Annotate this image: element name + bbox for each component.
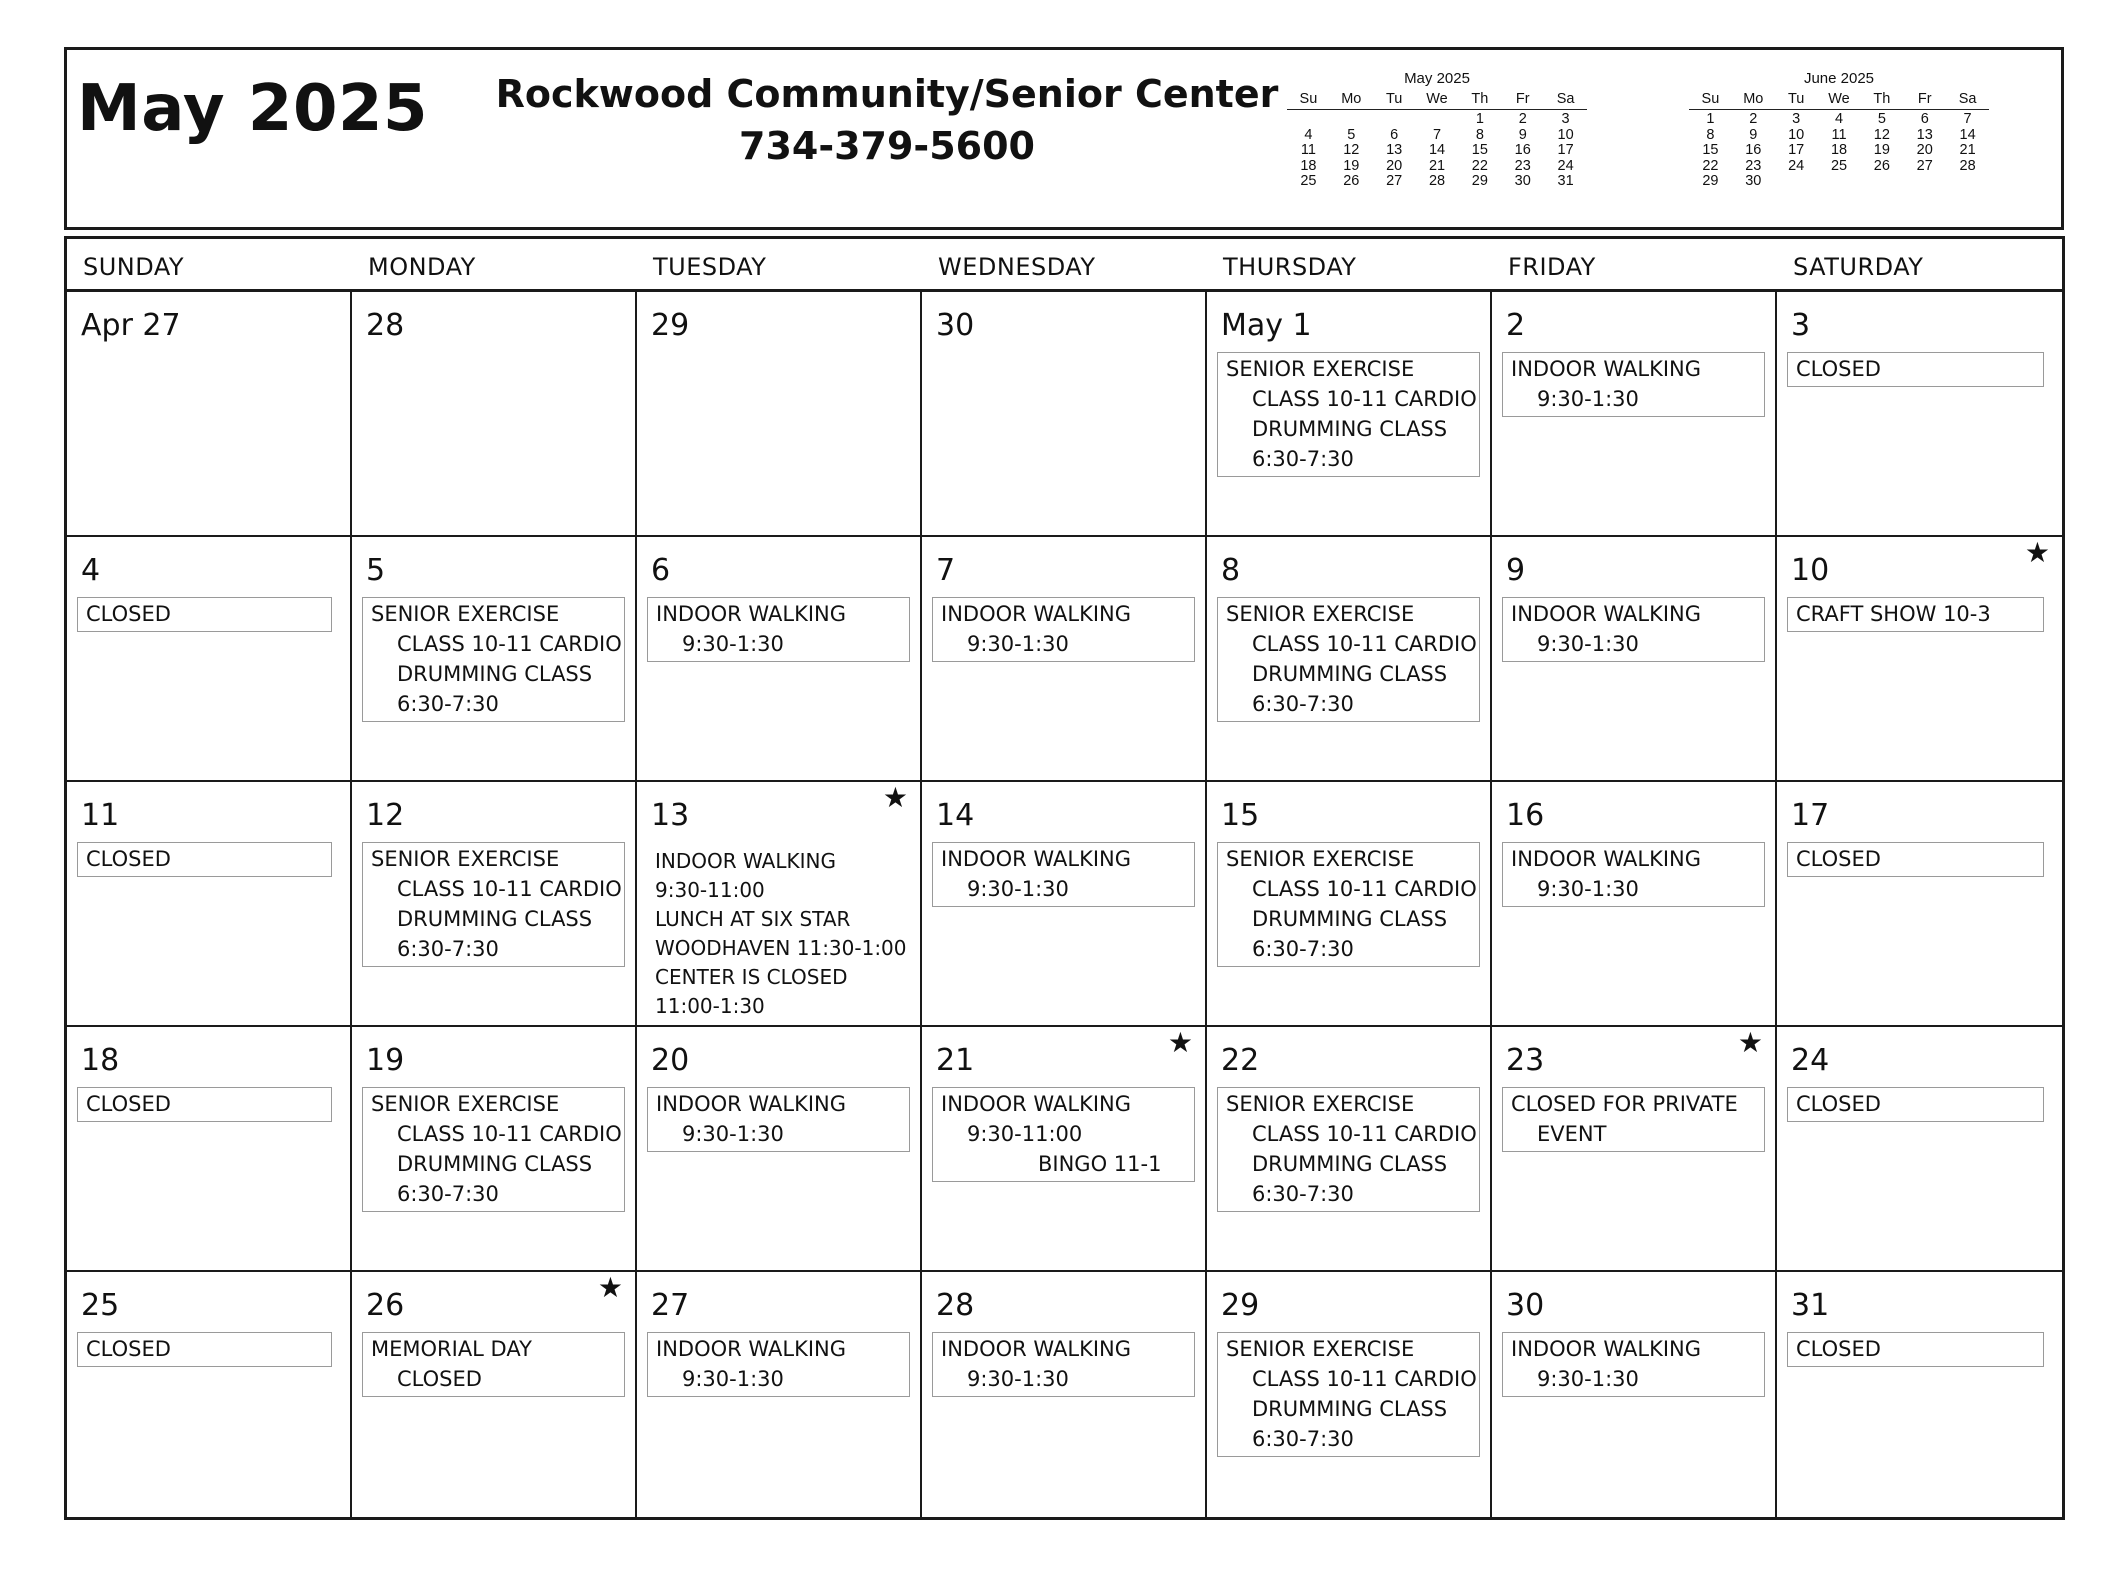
event-line: INDOOR WALKING — [941, 1337, 1132, 1361]
day-number: 18 — [81, 1043, 120, 1078]
mini-calendar-date: 5 — [1347, 126, 1356, 143]
event-line: CLOSED — [86, 847, 171, 871]
event-line: INDOOR WALKING — [1511, 602, 1702, 626]
event-box[interactable] — [1217, 597, 1480, 722]
mini-calendar-date: 11 — [1831, 126, 1847, 143]
event-box[interactable] — [1787, 597, 2044, 632]
day-number: 29 — [1221, 1288, 1260, 1323]
event-line: CLOSED — [397, 1367, 482, 1391]
mini-calendar-date — [1373, 112, 1416, 128]
mini-calendar-date: 15 — [1702, 142, 1719, 158]
day-cell[interactable] — [922, 292, 1207, 537]
event-box[interactable] — [362, 1332, 625, 1397]
day-number: 9 — [1506, 553, 1526, 588]
weekday-label-wednesday: WEDNESDAY — [938, 253, 1096, 281]
mini-calendar-date: 19 — [1873, 142, 1890, 158]
mini-dow-label: Fr — [1917, 91, 1932, 107]
event-box[interactable] — [1217, 1087, 1480, 1212]
event-line: INDOOR WALKING — [656, 1092, 847, 1116]
month-title: May 2025 — [77, 72, 429, 146]
day-number: 30 — [1506, 1288, 1545, 1323]
event-box[interactable] — [77, 1332, 332, 1367]
mini-calendar-date: 25 — [1830, 157, 1848, 174]
event-line: 6:30-7:30 — [1252, 692, 1354, 716]
mini-dow-label: We — [1828, 91, 1850, 107]
day-number: Apr 27 — [81, 308, 181, 343]
mini-calendar-week — [1689, 143, 1989, 159]
star-icon: ★ — [1167, 1027, 1193, 1058]
mini-calendar-date: 8 — [1706, 126, 1715, 143]
calendar-header — [64, 47, 2064, 230]
event-line: MEMORIAL DAY — [371, 1337, 532, 1361]
event-line: 6:30-7:30 — [397, 1182, 499, 1206]
mini-calendar-date: 3 — [1792, 111, 1801, 127]
day-number: 3 — [1791, 308, 1811, 343]
mini-calendar-date: 16 — [1745, 142, 1762, 158]
event-box[interactable] — [1217, 352, 1480, 477]
day-cell[interactable] — [637, 292, 922, 537]
day-number: 24 — [1791, 1043, 1830, 1078]
mini-dow-label: Sa — [1958, 91, 1977, 107]
mini-calendar-date: 2 — [1518, 111, 1527, 127]
event-line: INDOOR WALKING — [1511, 847, 1702, 871]
event-line: CLOSED — [1796, 357, 1881, 381]
mini-calendar-date: 10 — [1788, 126, 1805, 143]
day-number: 22 — [1221, 1043, 1260, 1078]
day-cell[interactable] — [922, 782, 1207, 1027]
event-line: CLOSED — [1796, 1337, 1881, 1361]
event-line: LUNCH AT SIX STAR — [655, 907, 851, 931]
event-line: SENIOR EXERCISE — [371, 602, 560, 626]
day-number: 28 — [366, 308, 405, 343]
event-line: INDOOR WALKING — [941, 602, 1132, 626]
mini-dow-label: Su — [1701, 91, 1720, 107]
event-line: 6:30-7:30 — [397, 692, 499, 716]
day-cell[interactable] — [1777, 537, 2062, 782]
mini-calendar-date: 12 — [1343, 142, 1360, 158]
mini-calendar-date — [1416, 112, 1459, 128]
mini-calendar-date: 29 — [1471, 173, 1488, 189]
event-line: SENIOR EXERCISE — [1226, 1092, 1415, 1116]
event-line: SENIOR EXERCISE — [371, 1092, 560, 1116]
event-line: 9:30-1:30 — [1537, 877, 1639, 901]
mini-calendar-date: 9 — [1518, 126, 1527, 143]
mini-calendar-date — [1946, 174, 1989, 190]
mini-calendar-date — [1818, 174, 1861, 190]
mini-calendar-date: 24 — [1788, 157, 1805, 174]
day-number: 28 — [936, 1288, 975, 1323]
event-box[interactable] — [77, 842, 332, 877]
event-line: CLASS 10-11 CARDIO — [1252, 1122, 1477, 1146]
event-box[interactable] — [1502, 1332, 1765, 1397]
event-line: SENIOR EXERCISE — [371, 847, 560, 871]
mini-calendar-title: June 2025 — [1803, 70, 1875, 87]
mini-calendar-date: 28 — [1959, 157, 1976, 174]
mini-dow-label: Th — [1471, 91, 1489, 107]
day-cell[interactable] — [67, 292, 352, 537]
mini-calendar-date — [1860, 174, 1903, 190]
event-box[interactable] — [932, 1332, 1195, 1397]
event-line: EVENT — [1537, 1122, 1607, 1146]
mini-dow-label: Sa — [1556, 91, 1575, 107]
mini-calendar-date: 7 — [1963, 111, 1972, 127]
event-line: INDOOR WALKING — [1511, 357, 1702, 381]
event-box[interactable] — [1787, 1332, 2044, 1367]
event-box[interactable] — [932, 1087, 1195, 1182]
day-cell[interactable] — [67, 782, 352, 1027]
day-cell[interactable] — [1777, 1027, 2062, 1272]
event-box[interactable] — [77, 597, 332, 632]
event-line: CLASS 10-11 CARDIO — [397, 632, 622, 656]
day-cell[interactable] — [922, 537, 1207, 782]
event-line: CLOSED — [86, 1092, 171, 1116]
mini-calendar-date: 15 — [1471, 142, 1488, 158]
mini-calendar-dow-row — [1287, 91, 1587, 110]
event-line: 9:30-1:30 — [1537, 1367, 1639, 1391]
mini-calendar-date: 22 — [1471, 157, 1488, 174]
mini-calendar-date: 16 — [1514, 142, 1531, 158]
day-cell[interactable] — [352, 1027, 637, 1272]
mini-calendar-date: 30 — [1745, 173, 1762, 189]
day-cell[interactable] — [922, 1272, 1207, 1517]
event-box[interactable] — [1502, 1087, 1765, 1152]
mini-calendar-date: 31 — [1557, 173, 1574, 189]
day-cell[interactable] — [1207, 537, 1492, 782]
event-box[interactable] — [647, 846, 910, 1023]
mini-calendar-week — [1689, 112, 1989, 128]
mini-calendar-date: 18 — [1300, 157, 1317, 174]
mini-dow-label: Fr — [1515, 91, 1530, 107]
mini-calendar-date: 25 — [1300, 173, 1317, 189]
day-number: 14 — [936, 798, 975, 833]
day-number: 8 — [1221, 553, 1241, 588]
mini-calendar-date — [1287, 112, 1330, 128]
event-line: CLOSED — [86, 1337, 171, 1361]
event-box[interactable] — [1502, 352, 1765, 417]
mini-calendar-may — [1287, 70, 1587, 190]
mini-calendar-date: 4 — [1834, 111, 1844, 127]
mini-calendar-date: 7 — [1432, 126, 1442, 143]
mini-dow-label: Tu — [1787, 91, 1805, 107]
mini-calendar-date: 17 — [1788, 142, 1805, 158]
event-line: INDOOR WALKING — [656, 602, 847, 626]
weekday-label-friday: FRIDAY — [1508, 253, 1596, 281]
mini-calendar-date: 19 — [1343, 157, 1360, 174]
day-cell[interactable] — [1207, 1272, 1492, 1517]
event-line: CLASS 10-11 CARDIO — [1252, 877, 1477, 901]
day-cell[interactable] — [1207, 1027, 1492, 1272]
day-number: 30 — [936, 308, 975, 343]
day-cell[interactable] — [352, 1272, 637, 1517]
event-line: 6:30-7:30 — [1252, 937, 1354, 961]
day-cell[interactable] — [1777, 1272, 2062, 1517]
day-number: 7 — [936, 553, 956, 588]
mini-calendar-date: 14 — [1959, 126, 1976, 143]
event-box[interactable] — [1502, 597, 1765, 662]
mini-calendar-date: 9 — [1749, 126, 1758, 143]
event-line: CLASS 10-11 CARDIO — [1252, 1367, 1477, 1391]
mini-calendar-week — [1689, 159, 1989, 175]
event-box[interactable] — [1217, 1332, 1480, 1457]
day-number: 12 — [366, 798, 405, 833]
day-number: 21 — [936, 1043, 975, 1078]
day-cell[interactable] — [352, 782, 637, 1027]
day-number: 17 — [1791, 798, 1830, 833]
event-line: CLOSED — [1796, 1092, 1881, 1116]
event-line: 6:30-7:30 — [1252, 1427, 1354, 1451]
event-line: 6:30-7:30 — [1252, 447, 1354, 471]
star-icon: ★ — [882, 782, 908, 813]
event-line: 9:30-1:30 — [1537, 387, 1639, 411]
day-cell[interactable] — [1492, 292, 1777, 537]
day-number: May 1 — [1221, 308, 1312, 343]
day-cell[interactable] — [352, 292, 637, 537]
day-number: 16 — [1506, 798, 1545, 833]
event-line: 9:30-11:00 — [967, 1122, 1083, 1146]
day-cell[interactable] — [922, 1027, 1207, 1272]
mini-dow-label: Mo — [1341, 91, 1362, 107]
event-line: 9:30-1:30 — [967, 877, 1069, 901]
mini-calendar-date: 22 — [1702, 157, 1719, 174]
event-line: DRUMMING CLASS — [1252, 1152, 1448, 1176]
mini-dow-label: We — [1426, 91, 1448, 107]
day-number: 23 — [1506, 1043, 1545, 1078]
mini-calendar-date: 23 — [1745, 157, 1762, 174]
mini-calendar-date: 26 — [1343, 173, 1360, 189]
event-line: SENIOR EXERCISE — [1226, 847, 1415, 871]
weekday-label-saturday: SATURDAY — [1793, 253, 1924, 281]
day-number: 15 — [1221, 798, 1260, 833]
star-icon: ★ — [1737, 1027, 1763, 1058]
month-grid — [64, 236, 2065, 1520]
event-line: CLASS 10-11 CARDIO — [397, 877, 622, 901]
day-number: 13 — [651, 798, 690, 833]
event-line: INDOOR WALKING — [941, 847, 1132, 871]
mini-calendar-date: 6 — [1920, 111, 1929, 127]
event-line: DRUMMING CLASS — [397, 1152, 593, 1176]
mini-calendar-date: 11 — [1300, 142, 1316, 158]
event-line: INDOOR WALKING — [941, 1092, 1132, 1116]
star-icon: ★ — [2024, 537, 2050, 568]
mini-calendar-date: 8 — [1475, 126, 1484, 143]
star-icon: ★ — [597, 1272, 623, 1303]
mini-calendar-date: 21 — [1428, 157, 1446, 174]
mini-dow-label: Mo — [1743, 91, 1764, 107]
center-name: Rockwood Community/Senior Center — [495, 72, 1279, 116]
mini-calendar-date: 20 — [1386, 157, 1403, 174]
mini-calendar-date — [1330, 112, 1373, 128]
event-box[interactable] — [1787, 352, 2044, 387]
mini-calendar-title: May 2025 — [1404, 70, 1470, 87]
mini-calendar-date: 6 — [1390, 126, 1399, 143]
mini-calendar-date: 27 — [1386, 173, 1403, 189]
event-line: CLASS 10-11 CARDIO — [397, 1122, 622, 1146]
weekday-header-row — [67, 239, 2062, 292]
event-line: SENIOR EXERCISE — [1226, 357, 1415, 381]
mini-calendar-date: 21 — [1959, 142, 1976, 158]
event-box[interactable] — [362, 842, 625, 967]
event-line: BINGO 11-1 — [1038, 1152, 1162, 1176]
mini-calendar-date: 18 — [1830, 142, 1848, 158]
event-line: 9:30-1:30 — [967, 1367, 1069, 1391]
event-box[interactable] — [1787, 842, 2044, 877]
day-cell[interactable] — [1207, 782, 1492, 1027]
weekday-label-tuesday: TUESDAY — [653, 253, 767, 281]
day-number: 11 — [81, 798, 120, 833]
mini-calendar-date: 20 — [1916, 142, 1933, 158]
day-cell[interactable] — [1492, 1272, 1777, 1517]
mini-calendar-date: 29 — [1702, 173, 1719, 189]
day-cell[interactable] — [67, 537, 352, 782]
event-box[interactable] — [1502, 842, 1765, 907]
mini-dow-label: Su — [1299, 91, 1318, 107]
event-line: DRUMMING CLASS — [1252, 417, 1448, 441]
event-line: 9:30-1:30 — [682, 1367, 784, 1391]
event-box[interactable] — [647, 1087, 910, 1152]
mini-dow-label: Th — [1873, 91, 1891, 107]
event-line: CLOSED — [86, 602, 171, 626]
mini-calendar-june — [1689, 70, 1989, 190]
day-cell[interactable] — [637, 1272, 922, 1517]
event-line: INDOOR WALKING — [1511, 1337, 1702, 1361]
day-number: 4 — [81, 553, 101, 588]
event-line: SENIOR EXERCISE — [1226, 1337, 1415, 1361]
event-line: DRUMMING CLASS — [397, 907, 593, 931]
event-box[interactable] — [932, 597, 1195, 662]
day-number: 6 — [651, 553, 671, 588]
event-line: 9:30-11:00 — [655, 878, 765, 902]
event-box[interactable] — [77, 1087, 332, 1122]
day-cell[interactable] — [1492, 537, 1777, 782]
event-line: CLOSED FOR PRIVATE — [1511, 1092, 1738, 1116]
event-box[interactable] — [647, 597, 910, 662]
event-line: 6:30-7:30 — [397, 937, 499, 961]
event-line: CENTER IS CLOSED — [655, 965, 848, 989]
mini-calendar-date: 28 — [1428, 173, 1446, 189]
mini-dow-label: Tu — [1385, 91, 1403, 107]
event-box[interactable] — [1787, 1087, 2044, 1122]
mini-calendar-week — [1689, 128, 1989, 144]
day-cell[interactable] — [1492, 1027, 1777, 1272]
mini-calendar-week — [1287, 174, 1587, 190]
day-cell[interactable] — [1207, 292, 1492, 537]
mini-calendar-date: 26 — [1873, 157, 1890, 174]
day-cell[interactable] — [637, 537, 922, 782]
event-line: INDOOR WALKING — [656, 1337, 847, 1361]
event-line: CLASS 10-11 CARDIO — [1252, 632, 1477, 656]
mini-calendar-date: 30 — [1514, 173, 1531, 189]
day-number: 26 — [366, 1288, 405, 1323]
day-number: 19 — [366, 1043, 405, 1078]
weekday-label-monday: MONDAY — [368, 253, 476, 281]
event-box[interactable] — [362, 597, 625, 722]
event-line: 6:30-7:30 — [1252, 1182, 1354, 1206]
event-line: DRUMMING CLASS — [1252, 1397, 1448, 1421]
mini-calendar-week — [1287, 159, 1587, 175]
mini-calendar-date: 10 — [1557, 126, 1574, 143]
day-number: 20 — [651, 1043, 690, 1078]
day-cell[interactable] — [1777, 292, 2062, 537]
event-box[interactable] — [362, 1087, 625, 1212]
event-line: CLOSED — [1796, 847, 1881, 871]
event-line: CRAFT SHOW 10-3 — [1796, 602, 1991, 626]
event-line: 11:00-1:30 — [655, 994, 765, 1018]
mini-calendar-date: 4 — [1304, 126, 1313, 143]
event-line: 9:30-1:30 — [682, 1122, 784, 1146]
mini-calendar-date: 17 — [1557, 142, 1574, 158]
weekday-label-sunday: SUNDAY — [83, 253, 185, 281]
day-number: 2 — [1506, 308, 1526, 343]
event-line: DRUMMING CLASS — [1252, 662, 1448, 686]
event-line: SENIOR EXERCISE — [1226, 602, 1415, 626]
day-number: 10 — [1791, 553, 1830, 588]
mini-calendar-week — [1689, 174, 1989, 190]
mini-calendar-date: 23 — [1514, 157, 1531, 174]
mini-calendar-week — [1287, 128, 1587, 144]
day-cell[interactable] — [637, 782, 922, 1027]
mini-calendar-date: 14 — [1428, 142, 1446, 158]
mini-calendar-date: 13 — [1916, 126, 1933, 143]
mini-calendar-date — [1775, 174, 1818, 190]
mini-calendar-date: 5 — [1877, 111, 1886, 127]
mini-calendar-date: 12 — [1873, 126, 1890, 143]
mini-calendar-date: 24 — [1557, 157, 1574, 174]
weekday-label-thursday: THURSDAY — [1223, 253, 1357, 281]
day-cell[interactable] — [1777, 782, 2062, 1027]
day-number: 29 — [651, 308, 690, 343]
event-box[interactable] — [647, 1332, 910, 1397]
mini-calendar-date — [1903, 174, 1946, 190]
event-line: 9:30-1:30 — [682, 632, 784, 656]
mini-calendar-date: 2 — [1749, 111, 1758, 127]
day-number: 25 — [81, 1288, 120, 1323]
day-cell[interactable] — [637, 1027, 922, 1272]
mini-calendar-dow-row — [1689, 91, 1989, 110]
center-phone: 734-379-5600 — [739, 124, 1035, 168]
day-cell[interactable] — [1492, 782, 1777, 1027]
mini-calendar-date: 3 — [1561, 111, 1570, 127]
event-box[interactable] — [1217, 842, 1480, 967]
event-line: DRUMMING CLASS — [1252, 907, 1448, 931]
event-line: 9:30-1:30 — [1537, 632, 1639, 656]
event-box[interactable] — [932, 842, 1195, 907]
event-line: INDOOR WALKING — [655, 849, 836, 873]
event-line: CLASS 10-11 CARDIO — [1252, 387, 1477, 411]
event-line: WOODHAVEN 11:30-1:00 — [655, 936, 907, 960]
day-number: 5 — [366, 553, 386, 588]
mini-calendar-date: 1 — [1475, 111, 1484, 127]
day-cell[interactable] — [352, 537, 637, 782]
event-line: 9:30-1:30 — [967, 632, 1069, 656]
mini-calendar-week — [1287, 112, 1587, 128]
day-cell[interactable] — [67, 1027, 352, 1272]
day-number: 27 — [651, 1288, 690, 1323]
mini-calendar-date: 27 — [1916, 157, 1933, 174]
mini-calendar-date: 1 — [1706, 111, 1715, 127]
mini-calendar-week — [1287, 143, 1587, 159]
mini-calendar-date: 13 — [1386, 142, 1403, 158]
event-line: DRUMMING CLASS — [397, 662, 593, 686]
day-number: 31 — [1791, 1288, 1830, 1323]
day-cell[interactable] — [67, 1272, 352, 1517]
